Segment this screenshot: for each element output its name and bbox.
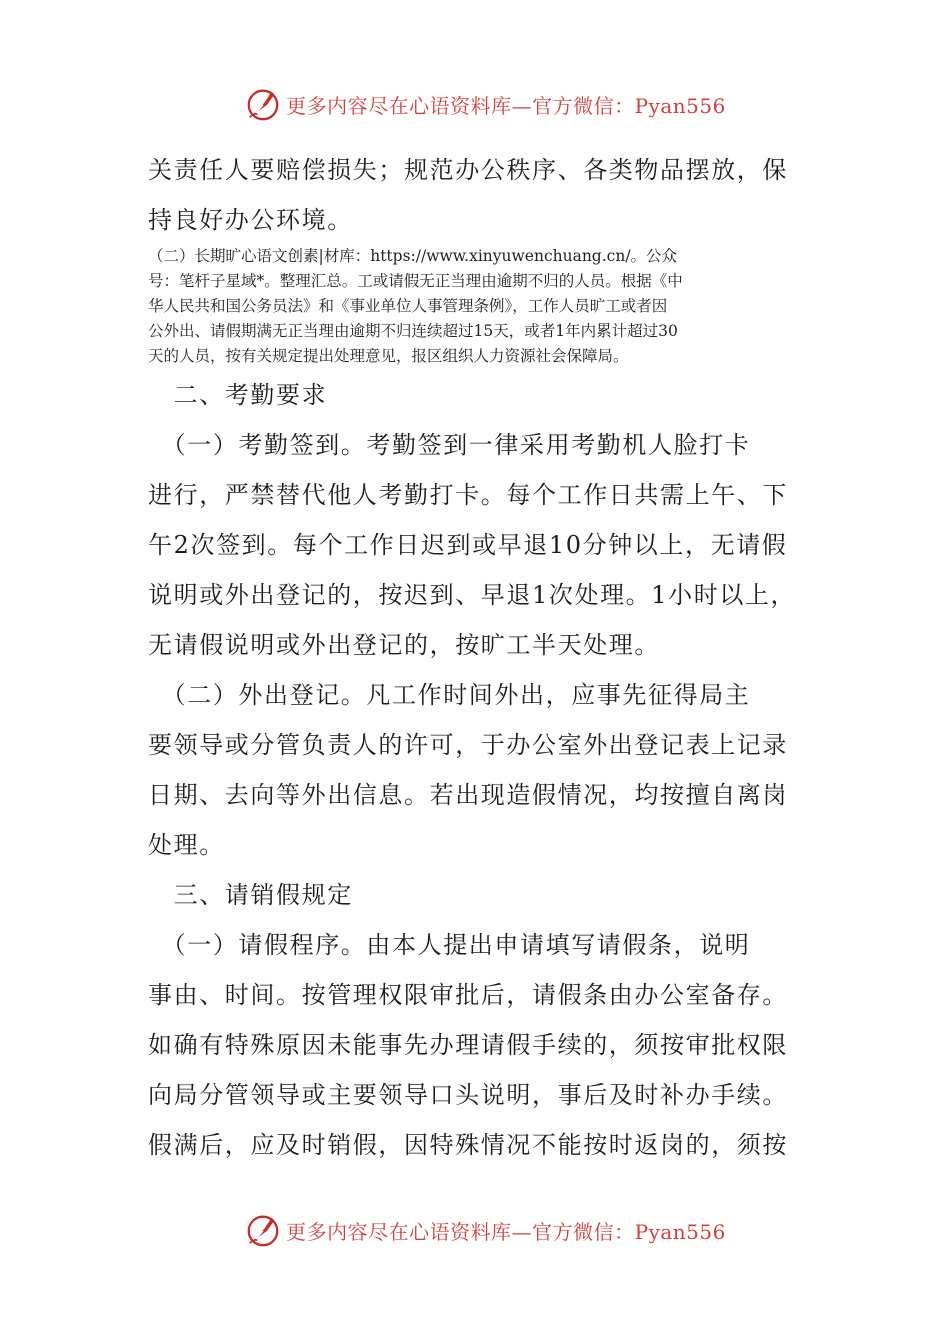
quill-logo-icon <box>244 85 282 123</box>
body-line: 假满后，应及时销假，因特殊情况不能按时返岗的，须按 <box>148 1131 788 1159</box>
body-line: （一）考勤签到。考勤签到一律采用考勤机人脸打卡 <box>148 431 751 459</box>
body-line: （一）请假程序。由本人提出申请填写请假条，说明 <box>148 931 751 959</box>
small-line: （二）长期旷心语文创素|材库：https://www.xinyuwenchuang.cn/。公众 <box>148 247 678 265</box>
section-heading: 二、考勤要求 <box>148 381 328 409</box>
body-line: 处理。 <box>148 831 225 859</box>
small-paragraph <box>148 244 808 369</box>
body-line: 要领导或分管负责人的许可，于办公室外出登记表上记录 <box>148 731 788 759</box>
section-heading: 三、请销假规定 <box>148 881 353 909</box>
intro-line: 持良好办公环境。 <box>148 206 353 234</box>
banner-text: 更多内容尽在心语资料库—官方微信：Pyan556 <box>286 93 726 118</box>
quill-logo-icon <box>244 1211 282 1249</box>
body-line: 午2次签到。每个工作日迟到或早退10分钟以上，无请假 <box>148 531 788 559</box>
body-line: 事由、时间。按管理权限审批后，请假条由办公室备存。 <box>148 981 788 1009</box>
body-line: 如确有特殊原因未能事先办理请假手续的，须按审批权限 <box>148 1031 788 1059</box>
body-line: 无请假说明或外出登记的，按旷工半天处理。 <box>148 631 660 659</box>
body-line: 日期、去向等外出信息。若出现造假情况，均按擅自离岗 <box>148 781 788 809</box>
small-line: 华人民共和国公务员法》和《事业单位人事管理条例》，工作人员旷工或者因 <box>148 297 668 315</box>
body-line: 向局分管领导或主要领导口头说明，事后及时补办手续。 <box>148 1081 788 1109</box>
intro-line: 关责任人要赔偿损失；规范办公秩序、各类物品摆放，保 <box>148 156 788 184</box>
header-banner <box>0 82 950 126</box>
body-line: 说明或外出登记的，按迟到、早退1次处理。1小时以上， <box>148 581 797 609</box>
body-line: （二）外出登记。凡工作时间外出，应事先征得局主 <box>148 681 751 709</box>
body-line: 进行，严禁替代他人考勤打卡。每个工作日共需上午、下 <box>148 481 788 509</box>
small-line: 公外出、请假期满无正当理由逾期不归连续超过15天，或者1年内累计超过30 <box>148 322 678 340</box>
banner-text: 更多内容尽在心语资料库—官方微信：Pyan556 <box>286 1219 726 1244</box>
small-line: 号：笔杆子星域*。整理汇总。工或请假无正当理由逾期不归的人员。根据《中 <box>148 272 683 290</box>
footer-banner <box>0 1208 950 1252</box>
small-line: 天的人员，按有关规定提出处理意见，报区组织人力资源社会保障局。 <box>148 347 629 365</box>
